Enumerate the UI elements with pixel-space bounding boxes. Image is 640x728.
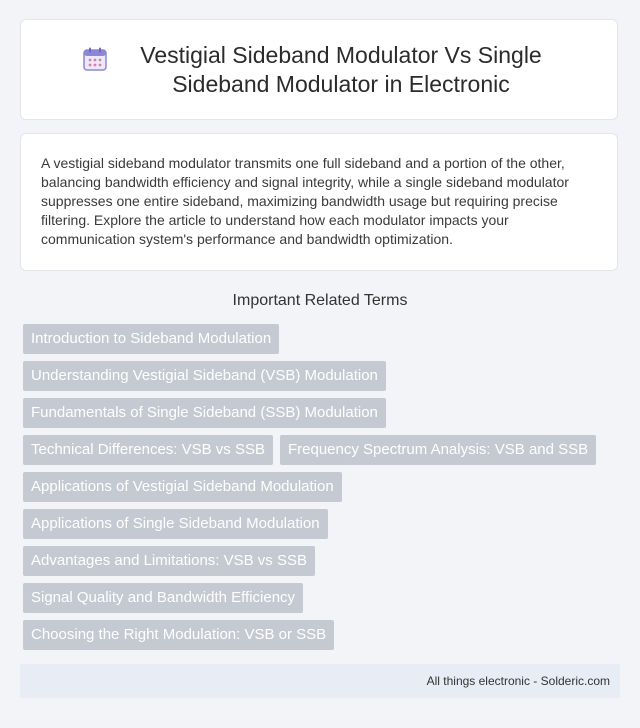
footer <box>20 664 620 698</box>
page-title: Vestigial Sideband Modulator Vs Single Sideband Modulator in Electronic <box>140 41 542 97</box>
summary-text: A vestigial sideband modulator transmits one full sideband and a portion of the other, balancing bandwidth efficiency and signal integrity, while a single sideband modulator suppresses one entire sideband, maximizing bandwidth usage but requiring precise filtering. Explore the article to understand how each modulator impacts your communication system's performance and bandwidth optimization. <box>41 155 569 247</box>
related-term-tag[interactable]: Applications of Single Sideband Modulation <box>23 509 328 539</box>
related-term-tag[interactable]: Signal Quality and Bandwidth Efficiency <box>23 583 303 613</box>
related-term-tag[interactable]: Fundamentals of Single Sideband (SSB) Modulation <box>23 398 386 428</box>
tag-row <box>23 324 623 354</box>
tag-row <box>23 583 623 613</box>
footer-text: All things electronic - Solderic.com <box>426 674 610 688</box>
tag-row <box>23 620 623 650</box>
related-term-tag[interactable]: Advantages and Limitations: VSB vs SSB <box>23 546 315 576</box>
related-term-tag[interactable]: Technical Differences: VSB vs SSB <box>23 435 273 465</box>
related-terms-heading: Important Related Terms <box>232 292 408 309</box>
title-wrap <box>82 41 556 99</box>
related-term-tag[interactable]: Understanding Vestigial Sideband (VSB) Modulation <box>23 361 386 391</box>
tag-row <box>23 472 623 502</box>
tag-row <box>23 361 623 391</box>
tag-row <box>23 509 623 539</box>
related-term-tag[interactable]: Choosing the Right Modulation: VSB or SSB <box>23 620 334 650</box>
summary-card <box>20 133 618 271</box>
tag-row <box>23 435 623 465</box>
tag-row <box>23 398 623 428</box>
related-term-tag[interactable]: Frequency Spectrum Analysis: VSB and SSB <box>280 435 596 465</box>
related-terms-list <box>23 324 623 657</box>
calendar-icon <box>82 46 108 72</box>
tag-row <box>23 546 623 576</box>
related-term-tag[interactable]: Introduction to Sideband Modulation <box>23 324 279 354</box>
title-card <box>20 19 618 120</box>
related-term-tag[interactable]: Applications of Vestigial Sideband Modulation <box>23 472 342 502</box>
